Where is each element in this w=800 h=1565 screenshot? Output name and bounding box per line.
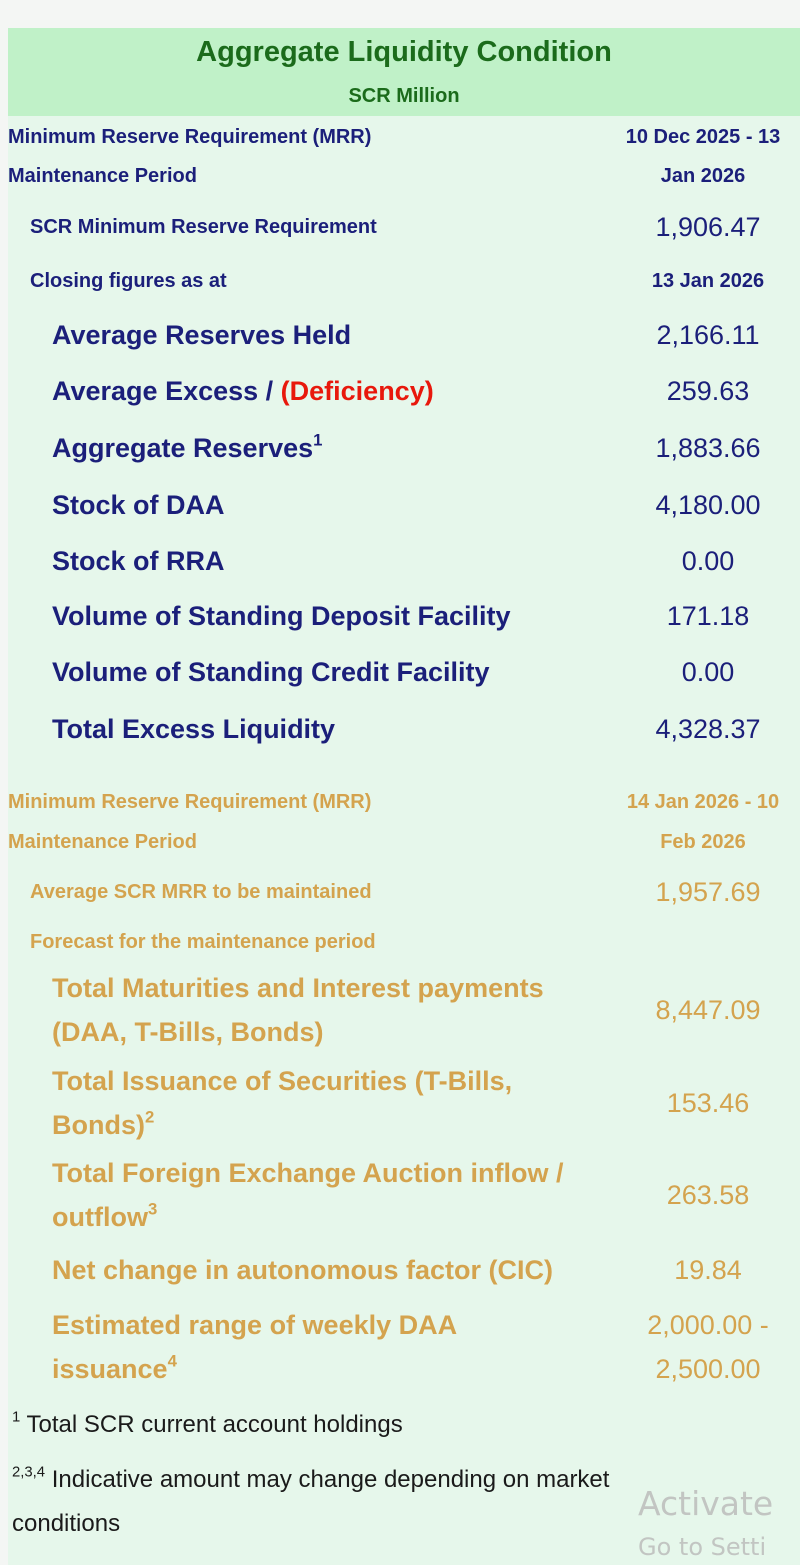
period-dates-line2: Feb 2026 <box>660 831 746 853</box>
footnote-2 <box>12 1458 712 1546</box>
row-label: Net change in autonomous factor (CIC) <box>52 1255 554 1285</box>
period-dates-line1: 10 Dec 2025 - 13 <box>625 126 781 148</box>
next-period-header <box>8 783 800 863</box>
table-row <box>8 369 800 413</box>
closing-label: Closing figures as at <box>30 270 227 292</box>
row-label: Average Reserves Held <box>52 320 352 350</box>
row-label: Total Excess Liquidity <box>52 714 336 744</box>
row-label <box>52 1151 592 1239</box>
mrr-label: SCR Minimum Reserve Requirement <box>30 216 377 238</box>
closing-date: 13 Jan 2026 <box>651 270 765 292</box>
mrr-value: 1,906.47 <box>655 212 761 242</box>
activation-watermark-title: Activate <box>638 1484 774 1523</box>
row-value: 19.84 <box>674 1255 742 1285</box>
footnote-text: Total SCR current account holdings <box>26 1411 403 1438</box>
period-label-line1: Minimum Reserve Requirement (MRR) <box>8 791 372 813</box>
table-row <box>8 483 800 527</box>
table-title: Aggregate Liquidity Condition <box>8 28 800 76</box>
period-label-line2: Maintenance Period <box>8 165 197 187</box>
forecast-label: Forecast for the maintenance period <box>30 931 376 953</box>
row-label-line2-text: outflow <box>52 1202 148 1232</box>
row-label: Stock of RRA <box>52 546 225 576</box>
table-row <box>8 650 800 694</box>
row-value: 4,180.00 <box>655 490 761 520</box>
table-row <box>8 1248 800 1292</box>
footnote-ref: 1 <box>313 430 323 450</box>
row-label-text: Aggregate Reserves <box>52 433 314 463</box>
row-value: 153.46 <box>666 1088 750 1118</box>
table-row <box>8 707 800 751</box>
row-value: 0.00 <box>681 657 735 687</box>
row-label-line1: Total Maturities and Interest payments <box>52 973 544 1003</box>
row-value: 4,328.37 <box>655 714 761 744</box>
row-label <box>52 966 592 1054</box>
activation-watermark-subtitle: Go to Setti <box>638 1533 767 1561</box>
footnote-1 <box>12 1403 403 1447</box>
row-label <box>52 1303 592 1391</box>
current-period-header <box>8 118 800 198</box>
mrr-value: 1,957.69 <box>655 877 761 907</box>
mrr-label: Average SCR MRR to be maintained <box>30 881 372 903</box>
table-row <box>8 313 800 357</box>
row-label-line2 <box>52 1347 592 1391</box>
row-value: 171.18 <box>666 601 750 631</box>
row-label <box>52 1059 592 1147</box>
row-label: Volume of Standing Credit Facility <box>52 657 490 687</box>
row-label-line2-text: Bonds) <box>52 1110 145 1140</box>
footnote-line1 <box>12 1458 712 1502</box>
forecast-row <box>8 926 800 958</box>
row-value: 0.00 <box>681 546 735 576</box>
table-row <box>8 966 800 1058</box>
deficiency-label: (Deficiency) <box>280 376 434 406</box>
row-label-text: Average Excess / <box>52 376 281 406</box>
footnote-marker: 1 <box>12 1409 21 1426</box>
row-label-line2 <box>52 1195 592 1239</box>
table-row <box>8 426 800 470</box>
table-row <box>8 1059 800 1151</box>
period-dates-line1: 14 Jan 2026 - 10 <box>626 791 780 813</box>
unit-label: SCR Million <box>8 76 800 116</box>
table-row <box>8 594 800 638</box>
row-label-line1: Estimated range of weekly DAA <box>52 1310 458 1340</box>
mrr-row <box>8 205 800 249</box>
table-row <box>8 539 800 583</box>
row-label-line1: Total Foreign Exchange Auction inflow / <box>52 1158 564 1188</box>
period-label-line2: Maintenance Period <box>8 831 197 853</box>
row-label <box>52 369 592 413</box>
period-dates-line2: Jan 2026 <box>660 165 746 187</box>
row-label: Stock of DAA <box>52 490 225 520</box>
row-value-line1: 2,000.00 - <box>647 1310 769 1340</box>
table-row <box>8 1151 800 1243</box>
row-label-line2 <box>52 1103 592 1147</box>
row-label <box>52 426 592 470</box>
footnote-text: Indicative amount may change depending on market <box>51 1466 610 1493</box>
liquidity-panel <box>8 28 800 1565</box>
table-row <box>8 1303 800 1395</box>
closing-row <box>8 261 800 305</box>
footnote-ref: 4 <box>167 1351 177 1371</box>
row-label-line2-text: issuance <box>52 1354 168 1384</box>
row-label: Volume of Standing Deposit Facility <box>52 601 511 631</box>
row-label-line2: (DAA, T-Bills, Bonds) <box>52 1017 324 1047</box>
footnote-ref: 2 <box>144 1107 155 1127</box>
footnote-line2: conditions <box>12 1510 121 1537</box>
row-value: 259.63 <box>666 376 750 406</box>
row-value-line2: 2,500.00 <box>655 1354 761 1384</box>
row-value: 8,447.09 <box>655 995 761 1025</box>
mrr-row <box>8 870 800 914</box>
footnote-ref: 3 <box>147 1199 158 1219</box>
row-value: 263.58 <box>666 1180 750 1210</box>
footnote-marker: 2,3,4 <box>12 1464 46 1481</box>
row-value: 2,166.11 <box>656 320 760 350</box>
period-label-line1: Minimum Reserve Requirement (MRR) <box>8 126 372 148</box>
row-value: 1,883.66 <box>655 433 761 463</box>
row-label-line1: Total Issuance of Securities (T-Bills, <box>52 1066 513 1096</box>
